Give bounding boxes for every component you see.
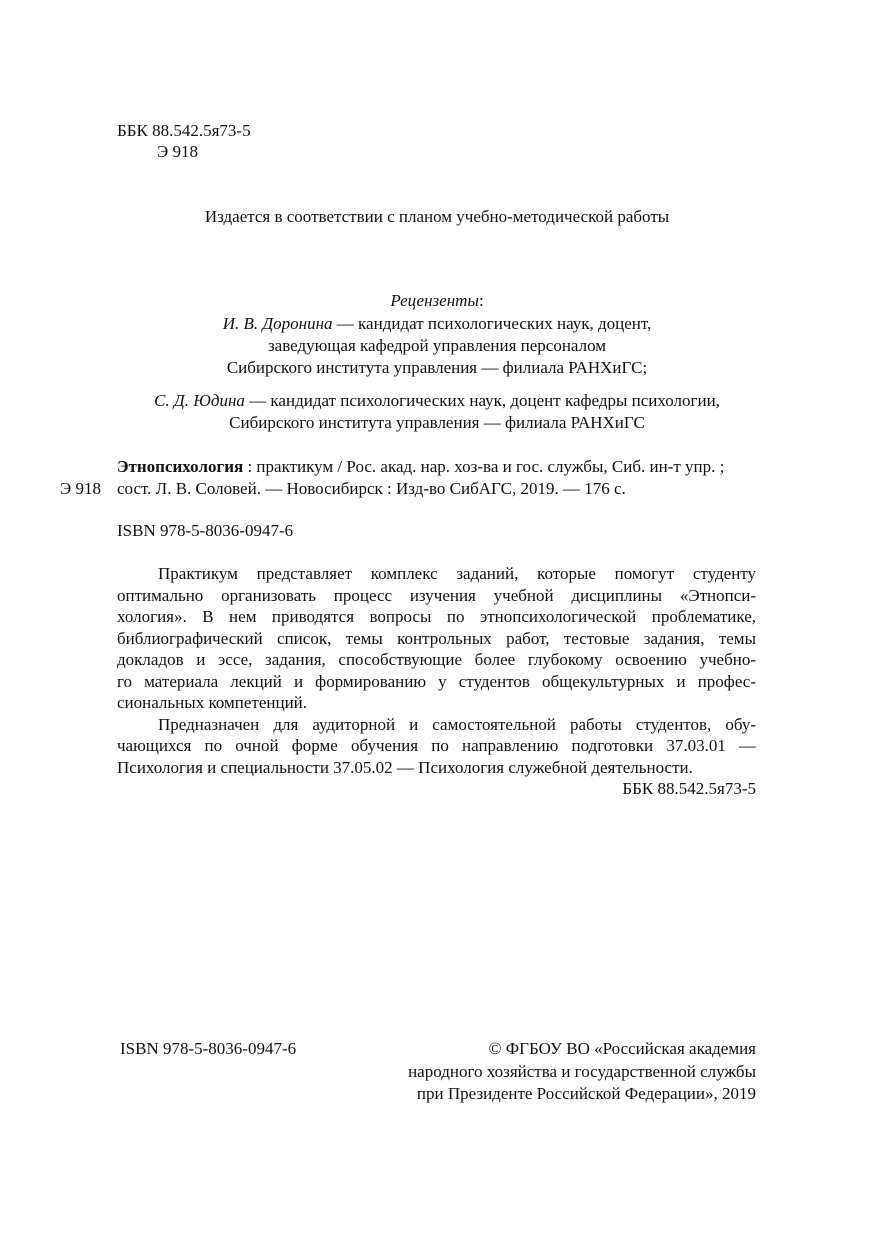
reviewer-1-title: — кандидат психологических наук, доцент, — [332, 314, 652, 333]
bib-record-line-1 — [117, 456, 724, 477]
abstract-p1-line: оптимально организовать процесс изучения учебной дисциплины «Этнопси- — [117, 585, 756, 605]
bib-record-line-2: сост. Л. В. Соловей. — Новосибирск : Изд-во СибАГС, 2019. — 176 с. — [117, 479, 626, 498]
footer-copyright — [356, 1038, 756, 1104]
abstract-p2-line: Психология и специальности 37.05.02 — Психология служебной деятельности. — [117, 757, 693, 777]
bib-margin-mark: Э 918 — [60, 479, 101, 498]
footer-isbn: ISBN 978-5-8036-0947-6 — [120, 1039, 297, 1058]
abstract-p1-line: хология». В нем приводятся вопросы по этнопсихологической проблематике, — [117, 607, 756, 626]
reviewer-1-line-3: Сибирского института управления — филиала РАНХиГС; — [226, 358, 648, 377]
reviewers-heading-label: Рецензенты — [390, 291, 479, 310]
abstract-p1-line: сиональных компетенций. — [117, 693, 308, 712]
reviewer-2-line-2: Сибирского института управления — филиала РАНХиГС — [229, 413, 645, 432]
abstract-bbk: ББК 88.542.5я73-5 — [622, 779, 756, 798]
copyright-line: при Президенте Российской Федерации», 2019 — [416, 1084, 756, 1103]
reviewer-2-title: — кандидат психологических наук, доцент кафедры психологии, — [244, 391, 720, 410]
copyright-line: народного хозяйства и государственной службы — [408, 1061, 756, 1081]
reviewers-heading — [0, 290, 874, 311]
reviewer-1-line-1 — [0, 313, 874, 334]
reviewer-1-line-2: заведующая кафедрой управления персоналом — [267, 336, 607, 355]
copyright-line: © ФГБОУ ВО «Российская академия — [488, 1039, 756, 1058]
reviewer-2-name: С. Д. Юдина — [154, 391, 245, 410]
abstract — [117, 563, 756, 800]
author-mark: Э 918 — [157, 142, 198, 161]
abstract-p1-line: го материала лекций и формированию у студентов общекультурных и профес- — [117, 671, 756, 691]
reviewer-2-line-1 — [0, 390, 874, 411]
reviewer-1-name: И. В. Доронина — [222, 314, 333, 333]
bib-title: Этнопсихология — [117, 457, 244, 476]
bib-line-1-rest: : практикум / Рос. акад. нар. хоз-ва и гос. службы, Сиб. ин-т упр. ; — [243, 457, 725, 476]
abstract-p1-line: докладов и эссе, задания, способствующие более глубокому освоению учебно- — [117, 650, 756, 669]
abstract-p1-line: библиографический список, темы контрольных работ, тестовые задания, темы — [117, 628, 756, 648]
reviewers-heading-colon: : — [478, 291, 484, 310]
bib-isbn: ISBN 978-5-8036-0947-6 — [117, 521, 294, 540]
abstract-p1-line: Практикум представляет комплекс заданий, которые помогут студенту — [158, 564, 756, 583]
abstract-p2-line: чающихся по очной форме обучения по направлению подготовки 37.03.01 — — [117, 736, 756, 755]
abstract-p2-line: Предназначен для аудиторной и самостоятельной работы студентов, обу- — [158, 714, 756, 734]
bbk-code: ББК 88.542.5я73-5 — [117, 121, 251, 140]
publication-note: Издается в соответствии с планом учебно-методической работы — [204, 207, 670, 226]
